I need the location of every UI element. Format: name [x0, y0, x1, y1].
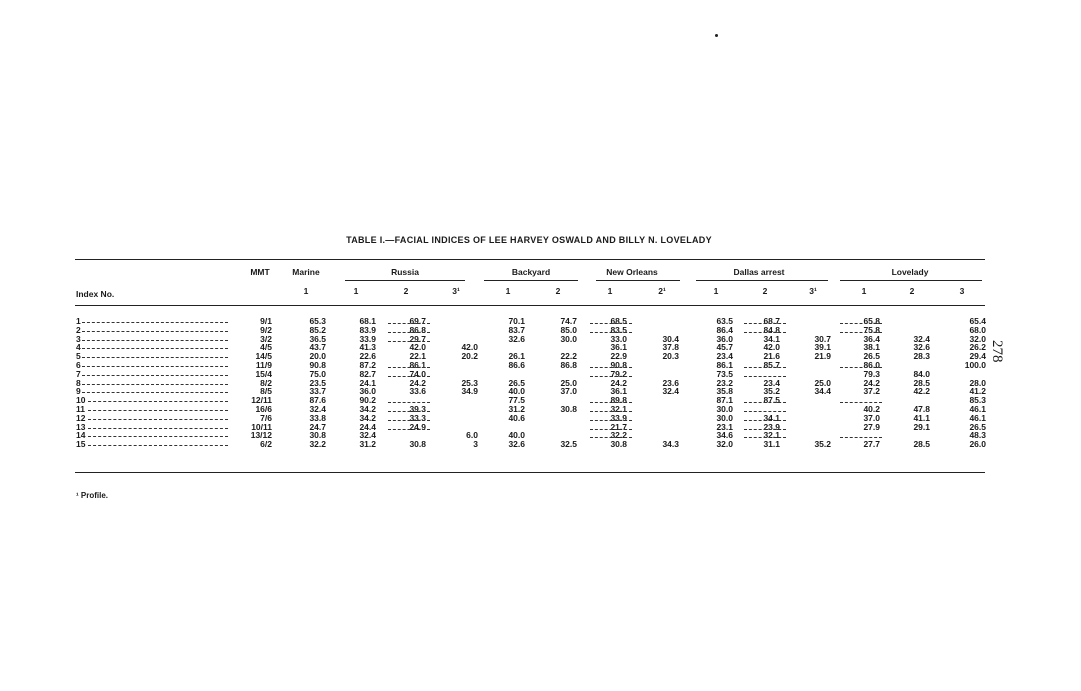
table-cell-value: 42.0 — [409, 342, 426, 353]
table-cell-value: 15/4 — [255, 368, 272, 379]
empty-cell-rule — [744, 402, 786, 403]
row-leader-dots — [82, 340, 228, 341]
table-cell-value: 26.5 — [863, 351, 880, 362]
table-cell-value: 86.6 — [508, 360, 525, 370]
table-cell-value: 41.3 — [359, 342, 376, 353]
row-leader-dots — [88, 428, 228, 429]
table-cell-value: 32.0 — [716, 439, 733, 450]
table-cell-value: 32.1 — [610, 404, 627, 414]
table-cell-value: 42.0 — [461, 342, 478, 353]
column-group-header: Dallas arrest — [733, 267, 785, 277]
table-cell-value: 42.2 — [913, 386, 930, 397]
table-cell-value: 32.2 — [610, 430, 627, 441]
table-cell-value: 29.4 — [969, 351, 986, 362]
table-cell-value: 21.7 — [610, 421, 627, 432]
table-cell-value: 33.0 — [610, 333, 627, 344]
column-sub-header: 1 — [607, 286, 613, 296]
table-cell-value: 10/11 — [251, 421, 272, 432]
table-cell-value: 34.6 — [716, 430, 733, 441]
row-index-label: 3 — [76, 333, 81, 344]
row-index-label: 10 — [76, 395, 86, 406]
row-leader-dots — [88, 419, 228, 420]
table-cell-value: 43.7 — [309, 342, 326, 353]
table-cell-value: 30.7 — [814, 333, 831, 344]
table-cell-value: 23.9 — [763, 421, 780, 432]
table-cell-value: 86.8 — [560, 360, 577, 370]
table-cell-value: 84.8 — [763, 324, 780, 335]
table-cell-value: 24.2 — [610, 377, 627, 388]
table-cell-value: 27.9 — [863, 421, 880, 432]
table-cell-value: 69.7 — [409, 316, 426, 326]
row-leader-dots — [82, 322, 228, 323]
russia-underline — [345, 280, 465, 281]
table-cell-value: 29.7 — [409, 333, 426, 344]
dallas-arrest-underline — [696, 280, 828, 281]
table-cell-value: 11/9 — [255, 360, 272, 370]
table-cell-value: 32.0 — [969, 333, 986, 344]
row-leader-dots — [82, 375, 228, 376]
table-cell-value: 46.1 — [969, 412, 986, 423]
table-cell-value: 7/6 — [260, 412, 272, 423]
table-cell-value: 20.0 — [309, 351, 326, 362]
table-cell-value: 47.8 — [913, 404, 930, 414]
row-leader-dots — [82, 384, 228, 385]
table-cell-value: 38.1 — [863, 342, 880, 353]
new-orleans-underline — [596, 280, 680, 281]
table-cell-value: 70.1 — [508, 316, 525, 326]
table-cell-value: 21.9 — [814, 351, 831, 362]
row-index-label: 8 — [76, 377, 81, 388]
table-cell-value: 33.6 — [409, 386, 426, 397]
table-cell-value: 25.3 — [461, 377, 478, 388]
table-cell-value: 33.9 — [359, 333, 376, 344]
row-leader-dots — [82, 357, 228, 358]
table-cell-value: 34.1 — [763, 412, 780, 423]
column-sub-header: 1 — [303, 286, 309, 296]
table-cell-value: 22.1 — [409, 351, 426, 362]
table-cell-value: 22.6 — [359, 351, 376, 362]
row-leader-dots — [82, 366, 228, 367]
table-cell-value: 89.8 — [610, 395, 627, 406]
column-sub-header: 1 — [505, 286, 511, 296]
table-cell-value: 30.4 — [662, 333, 679, 344]
table-cell-value: 27.7 — [863, 439, 880, 450]
table-cell-value: 32.4 — [359, 430, 376, 441]
empty-cell-rule — [744, 367, 786, 368]
table-cell-value: 77.5 — [508, 395, 525, 406]
row-leader-dots — [82, 392, 228, 393]
table-cell-value: 16/6 — [255, 404, 272, 414]
table-cell-value: 23.6 — [662, 377, 679, 388]
table-cell-value: 31.2 — [359, 439, 376, 450]
table-cell-value: 74.0 — [409, 368, 426, 379]
table-cell-value: 6/2 — [260, 439, 272, 450]
table-cell-value: 79.3 — [863, 368, 880, 379]
table-cell-value: 41.1 — [913, 412, 930, 423]
table-cell-value: 32.4 — [913, 333, 930, 344]
table-cell-value: 28.3 — [913, 351, 930, 362]
table-cell-value: 68.1 — [359, 316, 376, 326]
table-cell-value: 84.0 — [913, 368, 930, 379]
table-cell-value: 32.2 — [309, 439, 326, 450]
table-cell-value: 8/2 — [260, 377, 272, 388]
table-cell-value: 23.4 — [763, 377, 780, 388]
table-cell-value: 20.2 — [461, 351, 478, 362]
table-cell-value: 32.6 — [913, 342, 930, 353]
column-group-header: New Orleans — [606, 267, 658, 277]
table-cell-value: 86.0 — [863, 360, 880, 370]
table-cell-value: 33.9 — [610, 412, 627, 423]
table-cell-value: 87.2 — [359, 360, 376, 370]
table-cell-value: 6.0 — [466, 430, 478, 441]
table-cell-value: 79.2 — [610, 368, 627, 379]
table-cell-value: 12/11 — [251, 395, 272, 406]
table-cell-value: 25.0 — [560, 377, 577, 388]
table-cell-value: 90.8 — [610, 360, 627, 370]
table-cell-value: 82.7 — [359, 368, 376, 379]
table-cell-value: 23.1 — [716, 421, 733, 432]
column-group-header: MMT — [250, 267, 270, 277]
table-cell-value: 37.0 — [560, 386, 577, 397]
table-cell-value: 32.1 — [763, 430, 780, 441]
table-cell-value: 87.6 — [309, 395, 326, 406]
table-cell-value: 22.9 — [610, 351, 627, 362]
row-index-label: 5 — [76, 351, 81, 362]
table-cell-value: 68.7 — [763, 316, 780, 326]
column-group-header: Russia — [391, 267, 419, 277]
row-index-label: 6 — [76, 360, 81, 370]
table-cell-value: 32.4 — [309, 404, 326, 414]
table-cell-value: 14/5 — [255, 351, 272, 362]
header-bottom-rule — [75, 305, 985, 306]
table-cell-value: 4/5 — [260, 342, 272, 353]
table-cell-value: 9/1 — [260, 316, 272, 326]
table-cell-value: 32.6 — [508, 333, 525, 344]
table-cell-value: 65.3 — [309, 316, 326, 326]
table-cell-value: 87.1 — [716, 395, 733, 406]
table-cell-value: 90.2 — [359, 395, 376, 406]
table-cell-value: 8/5 — [260, 386, 272, 397]
table-cell-value: 86.1 — [716, 360, 733, 370]
column-sub-header: 1 — [861, 286, 867, 296]
table-cell-value: 37.2 — [863, 386, 880, 397]
table-cell-value: 40.0 — [508, 430, 525, 441]
table-cell-value: 48.3 — [969, 430, 986, 441]
row-leader-dots — [88, 436, 228, 437]
table-cell-value: 24.7 — [309, 421, 326, 432]
row-leader-dots — [82, 348, 228, 349]
table-cell-value: 34.4 — [814, 386, 831, 397]
index-header: Index No. — [76, 289, 115, 299]
row-index-label: 15 — [76, 439, 86, 450]
table-cell-value: 31.2 — [508, 404, 525, 414]
table-cell-value: 40.2 — [863, 404, 880, 414]
table-cell-value: 42.0 — [763, 342, 780, 353]
top-rule — [75, 259, 985, 260]
column-sub-header: 2¹ — [658, 286, 666, 296]
table-cell-value: 3/2 — [260, 333, 272, 344]
table-cell-value: 34.3 — [662, 439, 679, 450]
table-cell-value: 24.4 — [359, 421, 376, 432]
table-cell-value: 29.1 — [913, 421, 930, 432]
column-sub-header: 1 — [353, 286, 359, 296]
table-cell-value: 30.0 — [560, 333, 577, 344]
row-index-label: 9 — [76, 386, 81, 397]
row-leader-dots — [82, 331, 228, 332]
page-number: 278 — [989, 340, 1005, 363]
table-cell-value: 31.1 — [763, 439, 780, 450]
column-group-header: Marine — [292, 267, 320, 277]
table-cell-value: 24.9 — [409, 421, 426, 432]
table-cell-value: 34.1 — [763, 333, 780, 344]
table-cell-value: 33.3 — [409, 412, 426, 423]
table-cell-value: 40.0 — [508, 386, 525, 397]
table-cell-value: 65.8 — [863, 316, 880, 326]
table-cell-value: 33.8 — [309, 412, 326, 423]
table-cell-value: 3 — [473, 439, 478, 450]
column-sub-header: 3¹ — [809, 286, 817, 296]
table-cell-value: 85.2 — [309, 324, 326, 335]
row-index-label: 2 — [76, 324, 81, 335]
column-group-header: Lovelady — [891, 267, 929, 277]
table-cell-value: 90.8 — [309, 360, 326, 370]
stray-dot-mark — [715, 34, 718, 37]
column-sub-header: 1 — [713, 286, 719, 296]
table-cell-value: 39.1 — [814, 342, 831, 353]
table-cell-value: 75.8 — [863, 324, 880, 335]
table-cell-value: 36.4 — [863, 333, 880, 344]
table-title: TABLE I.—FACIAL INDICES OF LEE HARVEY OSWALD AND BILLY N. LOVELADY — [346, 235, 712, 245]
backyard-underline — [484, 280, 578, 281]
row-index-label: 11 — [76, 404, 85, 414]
table-cell-value: 45.7 — [716, 342, 733, 353]
table-cell-value: 100.0 — [964, 360, 986, 370]
table-cell-value: 87.5 — [763, 395, 780, 406]
table-cell-value: 36.0 — [359, 386, 376, 397]
column-sub-header: 3¹ — [452, 286, 460, 296]
empty-cell-rule — [388, 429, 430, 430]
table-cell-value: 33.7 — [309, 386, 326, 397]
table-cell-value: 36.1 — [610, 342, 627, 353]
row-index-label: 7 — [76, 368, 81, 379]
column-group-header: Backyard — [511, 267, 551, 277]
table-cell-value: 85.0 — [560, 324, 577, 335]
column-sub-header: 2 — [403, 286, 409, 296]
table-cell-value: 13/12 — [250, 430, 272, 441]
table-cell-value: 26.1 — [508, 351, 525, 362]
table-cell-value: 21.6 — [763, 351, 780, 362]
table-cell-value: 68.0 — [969, 324, 986, 335]
table-cell-value: 39.3 — [409, 404, 426, 414]
table-cell-value: 30.8 — [610, 439, 627, 450]
table-cell-value: 24.2 — [409, 377, 426, 388]
table-cell-value: 26.5 — [969, 421, 986, 432]
table-cell-value: 26.0 — [969, 439, 986, 450]
row-leader-dots — [88, 410, 228, 411]
table-cell-value: 35.8 — [716, 386, 733, 397]
lovelady-underline — [840, 280, 982, 281]
row-leader-dots — [88, 445, 228, 446]
footnote: ¹ Profile. — [76, 491, 109, 500]
table-cell-value: 25.0 — [814, 377, 831, 388]
table-cell-value: 83.5 — [610, 324, 627, 335]
table-cell-value: 37.0 — [863, 412, 880, 423]
column-sub-header: 3 — [959, 286, 965, 296]
table-cell-value: 30.8 — [309, 430, 326, 441]
table-cell-value: 30.0 — [716, 412, 733, 423]
table-cell-value: 34.9 — [461, 386, 478, 397]
table-cell-value: 30.8 — [409, 439, 426, 450]
table-cell-value: 41.2 — [969, 386, 986, 397]
table-cell-value: 22.2 — [560, 351, 577, 362]
table-cell-value: 30.8 — [560, 404, 577, 414]
table-cell-value: 68.5 — [610, 316, 627, 326]
table-cell-value: 32.4 — [662, 386, 679, 397]
row-index-label: 4 — [76, 342, 81, 353]
table-cell-value: 75.0 — [309, 368, 326, 379]
table-cell-value: 34.2 — [359, 412, 376, 423]
row-leader-dots — [88, 401, 228, 402]
row-index-label: 12 — [76, 412, 86, 423]
table-cell-value: 36.5 — [309, 333, 326, 344]
table-cell-value: 28.0 — [969, 377, 986, 388]
table-cell-value: 34.2 — [359, 404, 376, 414]
table-cell-value: 23.2 — [716, 377, 733, 388]
table-cell-value: 36.0 — [716, 333, 733, 344]
table-cell-value: 37.8 — [662, 342, 679, 353]
table-cell-value: 32.5 — [560, 439, 577, 450]
column-sub-header: 2 — [762, 286, 768, 296]
row-index-label: 1 — [76, 316, 81, 326]
table-cell-value: 83.9 — [359, 324, 376, 335]
column-sub-header: 2 — [555, 286, 561, 296]
table-cell-value: 74.7 — [560, 316, 577, 326]
table-cell-value: 35.2 — [814, 439, 831, 450]
table-cell-value: 23.5 — [309, 377, 326, 388]
table-cell-value: 28.5 — [913, 439, 930, 450]
bottom-rule — [75, 472, 985, 473]
table-cell-value: 86.1 — [409, 360, 426, 370]
table-cell-value: 32.6 — [508, 439, 525, 450]
table-cell-value: 26.2 — [969, 342, 986, 353]
table-cell-value: 24.1 — [359, 377, 376, 388]
table-cell-value: 35.2 — [763, 386, 780, 397]
table-cell-value: 28.5 — [913, 377, 930, 388]
table-cell-value: 20.3 — [662, 351, 679, 362]
table-cell-value: 63.5 — [716, 316, 733, 326]
table-cell-value: 46.1 — [969, 404, 986, 414]
table-cell-value: 40.6 — [508, 412, 525, 423]
table-cell-value: 86.4 — [716, 324, 733, 335]
table-cell-value: 26.5 — [508, 377, 525, 388]
table-cell-value: 85.3 — [969, 395, 986, 406]
table-cell-value: 36.1 — [610, 386, 627, 397]
table-cell-value: 83.7 — [508, 324, 525, 335]
table-cell-value: 86.8 — [409, 324, 426, 335]
table-cell-value: 23.4 — [716, 351, 733, 362]
table-cell-value: 65.4 — [969, 316, 986, 326]
table-cell-value: 73.5 — [716, 368, 733, 379]
table-cell-value: 24.2 — [863, 377, 880, 388]
column-sub-header: 2 — [909, 286, 915, 296]
row-index-label: 14 — [76, 430, 86, 441]
table-cell-value: 9/2 — [260, 324, 272, 335]
row-index-label: 13 — [76, 421, 86, 432]
table-cell-value: 85.7 — [763, 360, 780, 370]
table-cell-value: 30.0 — [716, 404, 733, 414]
